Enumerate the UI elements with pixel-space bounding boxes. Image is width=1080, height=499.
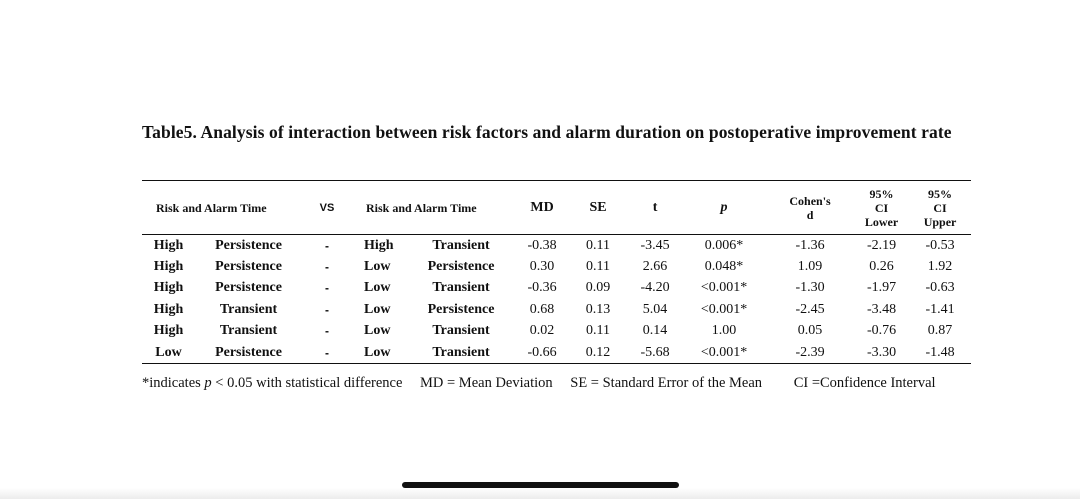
ci-lower-cell: -2.19 (866, 237, 897, 253)
se-cell: 0.12 (585, 344, 611, 360)
alarm-a-cell: Transient (219, 323, 278, 339)
ci-upper-cell: -0.53 (925, 237, 955, 253)
vs-cell: - (325, 260, 330, 275)
header-t: t (652, 200, 658, 215)
header-cohens-d-line1: Cohen's (789, 194, 831, 208)
header-se: SE (589, 200, 607, 215)
cohens-d-cell: -2.39 (795, 344, 825, 360)
footnote-indicates-suffix: < 0.05 with statistical difference (215, 375, 403, 391)
p-cell: <0.001* (700, 301, 748, 317)
table-row (142, 342, 971, 364)
ci-lower-cell: 0.26 (869, 259, 894, 275)
vs-cell: - (325, 281, 330, 296)
risk-b-cell: Low (364, 301, 391, 317)
table-row (142, 299, 971, 320)
ci-lower-cell: -1.97 (866, 280, 897, 296)
t-cell: -4.20 (640, 280, 670, 296)
ci-upper-cell: -0.63 (925, 280, 955, 296)
risk-a-cell: High (153, 280, 184, 296)
t-cell: 5.04 (642, 301, 668, 317)
header-ci-lower (854, 181, 909, 235)
risk-b-cell: High (364, 237, 394, 253)
risk-a-cell: High (153, 323, 184, 339)
md-cell: 0.30 (529, 259, 555, 275)
risk-b-cell: Low (364, 323, 391, 339)
header-ci-lower-line2: CI (874, 201, 889, 215)
header-ci-upper-line3: Upper (923, 215, 957, 229)
table-row (142, 235, 971, 257)
table-footnote (142, 375, 936, 392)
header-p: p (720, 200, 728, 215)
p-cell: <0.001* (700, 280, 748, 296)
risk-a-cell: High (153, 259, 184, 275)
cohens-d-cell: 0.05 (797, 323, 823, 339)
bottom-edge-shadow (0, 488, 1080, 499)
se-cell: 0.13 (585, 301, 611, 317)
ci-upper-cell: -1.41 (925, 301, 955, 317)
risk-b-cell: Low (364, 344, 391, 360)
risk-b-cell: Low (364, 259, 391, 275)
table-title: Table5. Analysis of interaction between risk factors and alarm duration on postoperative improvement rate (142, 122, 952, 142)
alarm-a-cell: Persistence (215, 259, 282, 275)
results-table (142, 180, 971, 364)
p-cell: 1.00 (711, 323, 737, 339)
header-md: MD (530, 200, 554, 215)
ci-lower-cell: -0.76 (866, 323, 897, 339)
header-risk-alarm-2: Risk and Alarm Time (366, 201, 477, 215)
risk-b-cell: Low (364, 280, 391, 296)
cohens-d-cell: -1.30 (795, 280, 825, 296)
risk-a-cell: High (153, 237, 184, 253)
cohens-d-cell: 1.09 (797, 259, 823, 275)
header-ci-upper-line2: CI (933, 201, 947, 215)
md-cell: 0.68 (529, 301, 555, 317)
se-cell: 0.09 (585, 280, 611, 296)
alarm-b-cell: Transient (432, 344, 490, 360)
alarm-a-cell: Persistence (215, 237, 282, 253)
footnote-indicates-prefix: *indicates (142, 375, 201, 391)
alarm-a-cell: Persistence (215, 344, 282, 360)
t-cell: -3.45 (640, 237, 670, 253)
md-cell: -0.38 (527, 237, 557, 253)
ci-upper-cell: 1.92 (927, 259, 953, 275)
home-indicator-bar[interactable] (402, 482, 679, 488)
header-ci-lower-line3: Lower (864, 215, 899, 229)
alarm-a-cell: Transient (219, 301, 278, 317)
table-row (142, 278, 971, 299)
alarm-b-cell: Transient (432, 280, 490, 296)
ci-upper-cell: 0.87 (927, 323, 953, 339)
header-cohens-d-line2: d (806, 208, 814, 222)
alarm-b-cell: Transient (432, 237, 490, 253)
alarm-b-cell: Transient (432, 323, 490, 339)
alarm-a-cell: Persistence (215, 280, 282, 296)
p-cell: 0.006* (704, 237, 744, 253)
table-row (142, 256, 971, 277)
cohens-d-cell: -1.36 (795, 237, 825, 253)
alarm-b-cell: Persistence (427, 301, 495, 317)
se-cell: 0.11 (586, 237, 611, 253)
t-cell: 2.66 (642, 259, 668, 275)
footnote-md-definition: MD = Mean Deviation (420, 375, 553, 391)
ci-lower-cell: -3.30 (866, 344, 897, 360)
risk-a-cell: Low (155, 344, 182, 360)
ci-lower-cell: -3.48 (866, 301, 897, 317)
ci-upper-cell: -1.48 (925, 344, 955, 360)
cohens-d-cell: -2.45 (795, 301, 825, 317)
se-cell: 0.11 (586, 259, 611, 275)
se-cell: 0.11 (586, 323, 611, 339)
footnote-se-definition: SE = Standard Error of the Mean (570, 375, 763, 391)
vs-cell: - (325, 302, 330, 317)
header-risk-alarm-1: Risk and Alarm Time (156, 201, 267, 215)
md-cell: 0.02 (529, 323, 555, 339)
risk-a-cell: High (153, 301, 184, 317)
vs-cell: - (325, 238, 330, 253)
footnote-ci-definition: CI =Confidence Interval (793, 375, 936, 391)
alarm-b-cell: Persistence (427, 259, 495, 275)
t-cell: 0.14 (642, 323, 668, 339)
p-cell: <0.001* (700, 344, 748, 360)
md-cell: -0.36 (527, 280, 557, 296)
footnote-p-symbol: p (204, 375, 212, 391)
header-vs: VS (319, 202, 335, 214)
vs-cell: - (325, 345, 330, 360)
md-cell: -0.66 (527, 344, 557, 360)
header-ci-upper-line1: 95% (928, 187, 953, 201)
header-ci-lower-line1: 95% (869, 187, 894, 201)
header-cohens-d (766, 181, 854, 235)
t-cell: -5.68 (640, 344, 670, 360)
p-cell: 0.048* (704, 259, 744, 275)
header-row (142, 181, 971, 235)
table-row (142, 321, 971, 342)
vs-cell: - (325, 324, 330, 339)
header-ci-upper (909, 181, 971, 235)
